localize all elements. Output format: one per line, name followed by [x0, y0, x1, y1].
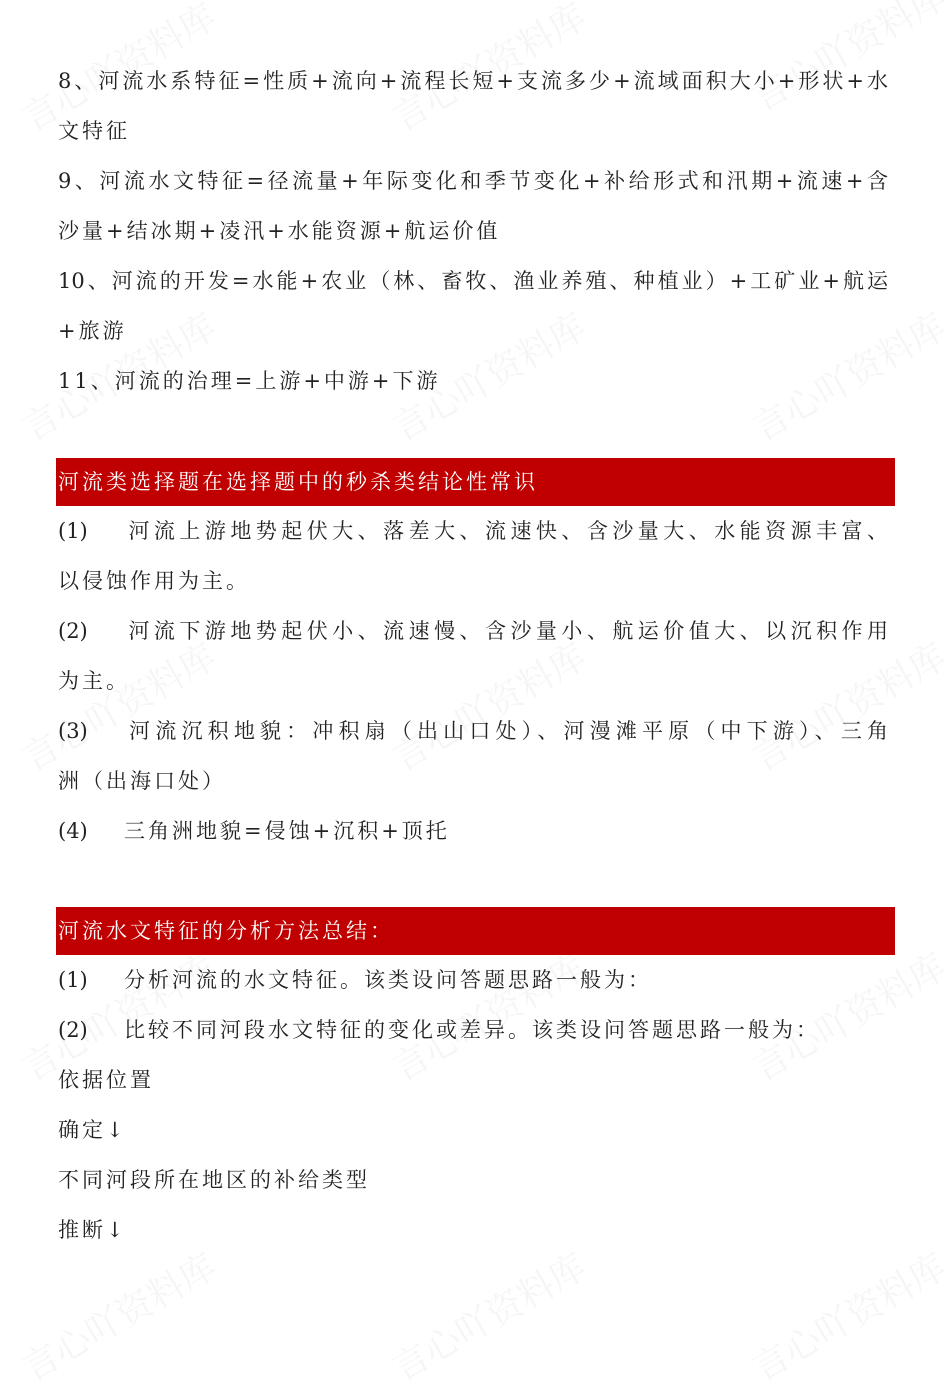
- method-item-1: [58, 955, 652, 1005]
- list-item-11: 11、河流的治理=上游+中游+下游: [58, 369, 441, 393]
- section-heading-bar: [56, 907, 895, 955]
- item-number: (1): [58, 968, 88, 992]
- item-text: 河流下游地势起伏小、流速慢、含沙量小、航运价值大、以沉积作用: [124, 619, 888, 643]
- list-item-9-line2: 沙量+结冰期+凌汛+水能资源+航运价值: [58, 219, 501, 243]
- method-item-2: [58, 1005, 820, 1055]
- item-1-line1: [58, 506, 888, 556]
- step-2: 确定↓: [58, 1118, 127, 1142]
- list-item-10-line2: +旅游: [58, 319, 127, 343]
- watermark: [382, 1239, 595, 1391]
- item-number: (1): [58, 519, 88, 543]
- section-heading-bar: [56, 458, 895, 506]
- list-item-10-line1: 10、河流的开发=水能+农业（林、畜牧、渔业养殖、种植业）+工矿业+航运: [58, 269, 888, 293]
- list-item-8-line1: 8、河流水系特征=性质+流向+流程长短+支流多少+流域面积大小+形状+水: [58, 69, 888, 93]
- watermark: [742, 299, 952, 451]
- item-text: 分析河流的水文特征。该类设问答题思路一般为：: [124, 968, 652, 992]
- item-4: [58, 806, 450, 856]
- item-3-line1: [58, 706, 888, 756]
- item-2-line1: [58, 606, 888, 656]
- step-3: 不同河段所在地区的补给类型: [58, 1168, 370, 1192]
- watermark: [742, 1239, 952, 1391]
- list-item-8-line2: 文特征: [58, 119, 130, 143]
- step-1: 依据位置: [58, 1068, 154, 1092]
- item-text: 比较不同河段水文特征的变化或差异。该类设问答题思路一般为：: [124, 1018, 820, 1042]
- item-1-line2: 以侵蚀作用为主。: [58, 569, 250, 593]
- item-number: (4): [58, 819, 88, 843]
- list-item-9-line1: 9、河流水文特征=径流量+年际变化和季节变化+补给形式和汛期+流速+含: [58, 169, 888, 193]
- item-text: 三角洲地貌=侵蚀+沉积+顶托: [124, 819, 450, 843]
- section-heading: 河流水文特征的分析方法总结：: [58, 919, 394, 943]
- item-2-line2: 为主。: [58, 669, 130, 693]
- step-4: 推断↓: [58, 1218, 127, 1242]
- section-heading: 河流类选择题在选择题中的秒杀类结论性常识: [58, 470, 538, 494]
- item-number: (2): [58, 1018, 88, 1042]
- item-text: 河流沉积地貌：冲积扇（出山口处）、河漫滩平原（中下游）、三角: [124, 719, 888, 743]
- item-3-line2: 洲（出海口处）: [58, 769, 226, 793]
- item-number: (2): [58, 619, 88, 643]
- item-text: 河流上游地势起伏大、落差大、流速快、含沙量大、水能资源丰富、: [124, 519, 888, 543]
- item-number: (3): [58, 719, 88, 743]
- watermark: [12, 1239, 225, 1391]
